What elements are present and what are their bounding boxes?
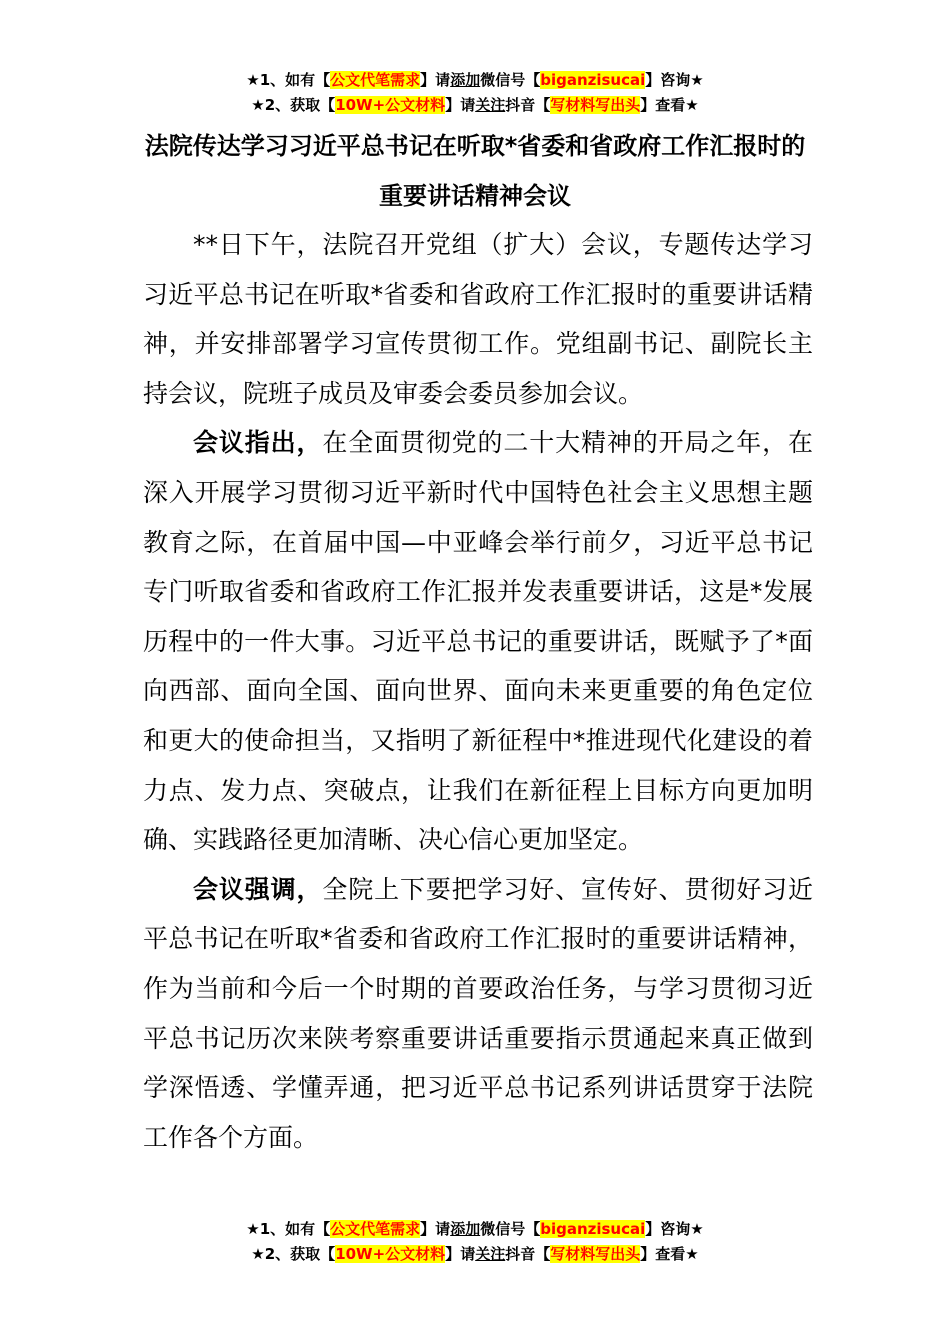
underlined-word: 添加 (450, 1220, 481, 1238)
underlined-word: 关注 (475, 1245, 506, 1263)
banner-text: 抖音【 (505, 1245, 551, 1263)
highlight-materials: 10W+公文材料 (335, 96, 446, 114)
document-title: 法院传达学习习近平总书记在听取*省委和省政府工作汇报时的重要讲话精神会议 (144, 132, 806, 210)
paragraph-1: **日下午，法院召开党组（扩大）会议，专题传达学习习近平总书记在听取*省委和省政府工作汇报时的重要讲话精神，并安排部署学习宣传贯彻工作。党组副书记、副院长主持会议，院班子成员及审委会委员参加会议。 (143, 230, 813, 408)
banner-text: 】查看★ (640, 96, 699, 114)
paragraph-lead: 会议指出， (193, 428, 323, 458)
banner-text: 2、获取【 (264, 96, 336, 114)
top-banner (0, 68, 950, 118)
paragraph-text: 在全面贯彻党的二十大精神的开局之年，在深入开展学习贯彻习近平新时代中国特色社会主义思想主题教育之际，在首届中国—中亚峰会举行前夕，习近平总书记专门听取省委和省政府工作汇报并发表重要讲话，这是*发展历程中的一件大事。习近平总书记的重要讲话，既赋予了*面向西部、面向全国、面向世界、面向未来更重要的角色定位和更大的使命担当，又指明了新征程中*推进现代化建设的着力点、发力点、突破点，让我们在新征程上目标方向更加明确、实践路径更加清晰、决心信心更加坚定。 (143, 428, 813, 855)
banner-text: 2、获取【 (264, 1245, 336, 1263)
bottom-banner (0, 1217, 950, 1267)
banner-text: 】请 (420, 1220, 451, 1238)
banner-text: 】请 (445, 96, 476, 114)
highlight-wechat-id: biganzisucai (540, 1220, 646, 1238)
banner-line-2 (0, 1242, 950, 1267)
banner-text: 】请 (445, 1245, 476, 1263)
highlight-douyin: 写材料写出头 (550, 1245, 641, 1263)
highlight-douyin: 写材料写出头 (550, 96, 641, 114)
banner-line-2 (0, 93, 950, 118)
banner-text: 】请 (420, 71, 451, 89)
paragraph-text: 全院上下要把学习好、宣传好、贯彻好习近平总书记在听取*省委和省政府工作汇报时的重要讲话精神，作为当前和今后一个时期的首要政治任务，与学习贯彻习近平总书记历次来陕考察重要讲话重要指示贯通起来真正做到学深悟透、学懂弄通，把习近平总书记系列讲话贯穿于法院工作各个方面。 (143, 874, 813, 1152)
banner-text: 】咨询★ (645, 1220, 704, 1238)
paragraph-lead: 会议强调， (193, 874, 323, 904)
star-icon: ★ (251, 96, 265, 114)
banner-text: 1、如有【 (259, 71, 331, 89)
star-icon: ★ (251, 1245, 265, 1263)
star-icon: ★ (246, 71, 260, 89)
banner-text: 】咨询★ (645, 71, 704, 89)
underlined-word: 添加 (450, 71, 481, 89)
highlight-materials: 10W+公文材料 (335, 1245, 446, 1263)
highlight-service: 公文代笔需求 (330, 71, 421, 89)
star-icon: ★ (246, 1220, 260, 1238)
document-body (143, 220, 813, 1162)
banner-text: 微信号【 (480, 71, 541, 89)
highlight-wechat-id: biganzisucai (540, 71, 646, 89)
underlined-word: 关注 (475, 96, 506, 114)
paragraph-2 (143, 418, 813, 864)
highlight-service: 公文代笔需求 (330, 1220, 421, 1238)
banner-line-1 (0, 1217, 950, 1242)
banner-text: 1、如有【 (259, 1220, 331, 1238)
banner-text: 】查看★ (640, 1245, 699, 1263)
paragraph-3 (143, 865, 813, 1163)
banner-text: 抖音【 (505, 96, 551, 114)
banner-line-1 (0, 68, 950, 93)
banner-text: 微信号【 (480, 1220, 541, 1238)
